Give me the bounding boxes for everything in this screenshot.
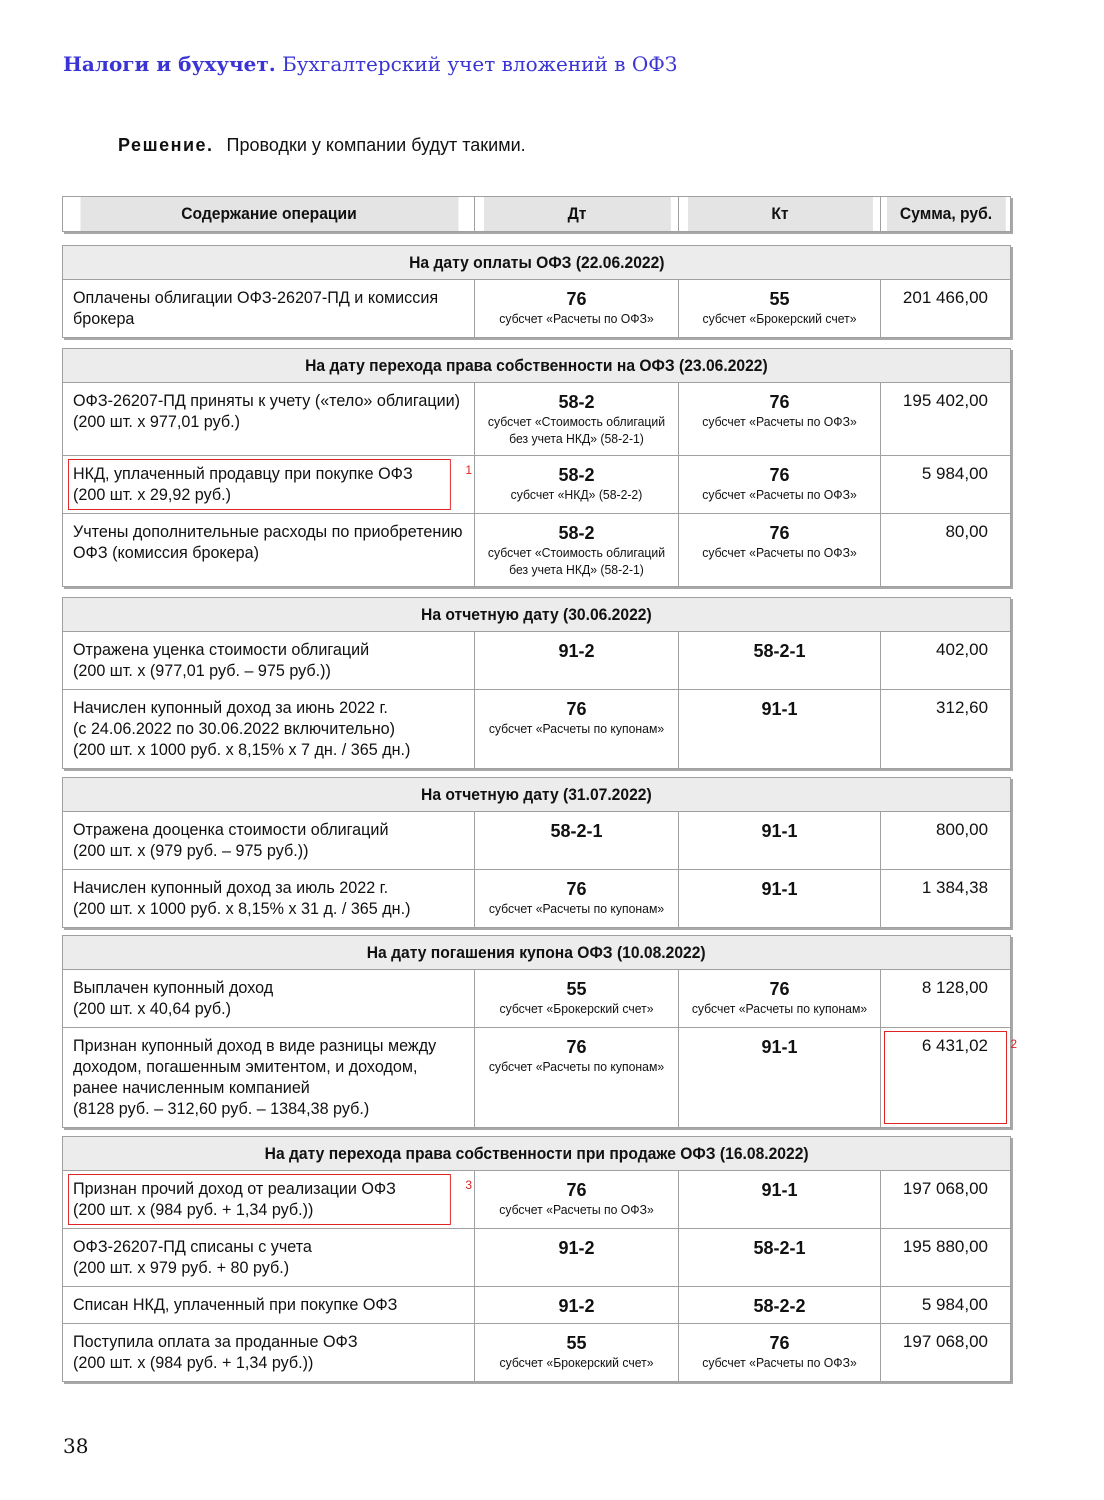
description-line: НКД, уплаченный продавцу при покупке ОФЗ [73,464,413,483]
description-line: Отражена дооценка стоимости облигаций [73,820,389,839]
description-line: Выплачен купонный доход [73,978,274,997]
credit-subaccount: субсчет «Расчеты по ОФЗ» [702,487,857,502]
amount [881,514,1011,587]
posting-row [63,812,1011,870]
debit-subaccount: субсчет «Стоимость облигаций [487,545,666,560]
credit-account-number: 91-1 [761,1037,798,1057]
description-line: Поступила оплата за проданные ОФЗ [73,1332,358,1351]
section-title-text: На дату погашения купона ОФЗ (10.08.2022) [367,942,706,962]
amount [881,870,1011,928]
amount-value: 197 068,00 [902,1332,989,1351]
description-line: (200 шт. х 977,01 руб.) [73,412,240,431]
debit-subaccount: субсчет «Расчеты по купонам» [488,721,665,736]
debit-account [475,632,679,690]
posting-row [63,280,1011,338]
section-title-text: На отчетную дату (30.06.2022) [421,604,652,624]
debit-subaccount: субсчет «Брокерский счет» [499,1355,654,1370]
debit-subaccount: субсчет «Расчеты по купонам» [488,901,665,916]
credit-account-number: 58-2-2 [753,1296,806,1316]
credit-account-number: 58-2-1 [753,1238,806,1258]
credit-account-number: 55 [769,289,790,309]
credit-subaccount: субсчет «Расчеты по купонам» [691,1001,868,1016]
description-line: (200 шт. х 1000 руб. х 8,15% х 7 дн. / 365 дн.) [73,740,411,759]
column-header-row [63,197,1011,232]
debit-account [475,1287,679,1324]
credit-account [679,812,881,870]
debit-subaccount: без учета НКД» (58-2-1) [509,431,644,446]
credit-account [679,383,881,456]
description-line: (200 шт. х 40,64 руб.) [73,999,231,1018]
credit-subaccount: субсчет «Расчеты по ОФЗ» [702,1355,857,1370]
amount-value: 312,60 [936,698,989,717]
debit-subaccount: субсчет «Расчеты по ОФЗ» [499,311,654,326]
amount [881,280,1011,338]
debit-account [475,1229,679,1287]
debit-subaccount: субсчет «НКД» (58-2-2) [510,487,643,502]
debit-account [475,383,679,456]
amount [881,970,1011,1028]
description-line: доходом, погашенным эмитентом, и доходом, [73,1057,418,1076]
amount [881,812,1011,870]
amount-value: 197 068,00 [902,1179,989,1198]
section-title-row [63,1137,1011,1171]
debit-account [475,1171,679,1229]
amount [881,1324,1011,1382]
debit-account-number: 91-2 [558,1296,595,1316]
operation-description [63,690,475,769]
section-title-row [63,349,1011,383]
credit-account [679,690,881,769]
section-title-text: На дату перехода права собственности при продаже ОФЗ (16.08.2022) [264,1143,809,1163]
credit-subaccount: субсчет «Брокерский счет» [702,311,857,326]
operation-description [63,632,475,690]
amount [881,1287,1011,1324]
debit-account-number: 76 [566,699,587,719]
section-title [63,1137,1011,1171]
debit-account-number: 58-2 [558,392,595,412]
credit-account-number: 76 [769,1333,790,1353]
posting-row [63,1324,1011,1382]
posting-row [63,1028,1011,1128]
debit-account [475,812,679,870]
description-line: (200 шт. х (979 руб. – 975 руб.)) [73,841,309,860]
amount [881,456,1011,514]
debit-account-number: 76 [566,1037,587,1057]
amount-value: 8 128,00 [921,978,988,997]
description-line: (200 шт. х 979 руб. + 80 руб.) [73,1258,290,1277]
posting-row [63,690,1011,769]
solution-text: Проводки у компании будут такими. [226,135,526,155]
operation-description [63,870,475,928]
credit-account-number: 91-1 [761,821,798,841]
section-title-row [63,598,1011,632]
col-header-amount: Сумма, руб. [886,197,1006,232]
posting-row [63,970,1011,1028]
description-line: (8128 руб. – 312,60 руб. – 1384,38 руб.) [73,1099,370,1118]
description-line: Оплачены облигации ОФЗ-26207-ПД и комиссия [73,288,439,307]
running-header [63,52,677,76]
section-title [63,246,1011,280]
section-title [63,936,1011,970]
debit-account-number: 76 [566,289,587,309]
amount [881,632,1011,690]
amount-value: 5 984,00 [921,464,989,483]
col-header-credit: Кт [687,197,873,232]
description-line: Списан НКД, уплаченный при покупке ОФЗ [73,1295,398,1314]
annotation-number: 1 [465,463,472,477]
section-title [63,598,1011,632]
operation-description [63,1287,475,1324]
description-line: Отражена уценка стоимости облигаций [73,640,370,659]
credit-account-number: 91-1 [761,879,798,899]
section-title-text: На дату оплаты ОФЗ (22.06.2022) [408,252,665,272]
description-line: (200 шт. х 1000 руб. х 8,15% х 31 д. / 365 дн.) [73,899,411,918]
description-line: брокера [73,309,135,328]
amount-value: 195 880,00 [902,1237,989,1256]
credit-account-number: 76 [769,979,790,999]
credit-subaccount: субсчет «Расчеты по ОФЗ» [702,414,857,429]
operation-description [63,1171,475,1229]
credit-account [679,632,881,690]
debit-account-number: 55 [566,979,587,999]
section-title-text: На дату перехода права собственности на ОФЗ (23.06.2022) [305,355,768,375]
description-line: ранее начисленным компанией [73,1078,310,1097]
credit-account [679,1324,881,1382]
credit-account [679,1229,881,1287]
amount [881,1171,1011,1229]
solution-label: Решение. [118,135,214,155]
credit-account [679,514,881,587]
amount-value: 1 384,38 [921,878,989,897]
amount-value: 195 402,00 [902,391,989,410]
description-line: (200 шт. х (977,01 руб. – 975 руб.)) [73,661,331,680]
section-title [63,778,1011,812]
credit-account [679,1287,881,1324]
posting-row [63,383,1011,456]
annotation-number: 3 [465,1178,472,1192]
description-line: Начислен купонный доход за июнь 2022 г. [73,698,388,717]
operation-description [63,383,475,456]
operation-description [63,812,475,870]
credit-account [679,970,881,1028]
amount-value: 800,00 [936,820,989,839]
debit-account [475,870,679,928]
operation-description [63,970,475,1028]
debit-account [475,280,679,338]
amount [881,1229,1011,1287]
credit-subaccount: субсчет «Расчеты по ОФЗ» [702,545,857,560]
debit-subaccount: без учета НКД» (58-2-1) [509,562,644,577]
section-title-row [63,246,1011,280]
annotation-number: 2 [1010,1037,1017,1051]
amount-value: 6 431,02 [921,1036,988,1055]
debit-account-number: 91-2 [558,641,595,661]
credit-account-number: 76 [769,523,790,543]
credit-account-number: 91-1 [761,1180,798,1200]
description-line: Признан купонный доход в виде разницы между [73,1036,437,1055]
solution-line [118,135,526,156]
section-title-text: На отчетную дату (31.07.2022) [421,784,652,804]
operation-description [63,1229,475,1287]
debit-account-number: 76 [566,1180,587,1200]
amount [881,383,1011,456]
credit-account-number: 76 [769,465,790,485]
posting-row [63,1229,1011,1287]
amount [881,1028,1017,1128]
posting-row [63,870,1011,928]
section-title-row [63,936,1011,970]
section-title-row [63,778,1011,812]
header-title: Бухгалтерский учет вложений в ОФЗ [282,52,678,76]
header-section: Налоги и бухучет. [63,52,276,76]
debit-account-number: 76 [566,879,587,899]
description-line: (200 шт. х 29,92 руб.) [73,485,231,504]
description-line: Учтены дополнительные расходы по приобретению [73,522,463,541]
debit-account [475,514,679,587]
description-line: (с 24.06.2022 по 30.06.2022 включительно) [73,719,396,738]
amount [881,690,1011,769]
col-header-debit: Дт [483,197,671,232]
amount-value: 201 466,00 [902,288,988,307]
operation-description [63,1324,475,1382]
amount-value: 5 984,00 [921,1295,989,1314]
credit-account-number: 91-1 [761,699,798,719]
amount-value: 402,00 [936,640,989,659]
debit-account [475,690,679,769]
description-line: ОФЗ-26207-ПД приняты к учету («тело» облигации) [73,391,461,410]
debit-subaccount: субсчет «Стоимость облигаций [487,414,666,429]
credit-account [679,870,881,928]
description-line: ОФЗ (комиссия брокера) [73,543,260,562]
credit-account [679,280,881,338]
section-title [63,349,1011,383]
credit-account [679,456,881,514]
debit-account [475,456,679,514]
description-line: Начислен купонный доход за июль 2022 г. [73,878,389,897]
debit-account-number: 91-2 [558,1238,595,1258]
section-table [62,935,1017,1128]
credit-account-number: 76 [769,392,790,412]
col-header-operation: Содержание операции [79,197,458,232]
debit-account [475,1028,679,1128]
credit-account-number: 58-2-1 [753,641,806,661]
page-number: 38 [63,1434,89,1458]
debit-account-number: 55 [566,1333,587,1353]
debit-account [475,970,679,1028]
credit-account [679,1028,881,1128]
posting-row [63,1287,1011,1324]
description-line: (200 шт. х (984 руб. + 1,34 руб.)) [73,1353,314,1372]
section-table [62,777,1011,928]
debit-account [475,1324,679,1382]
posting-row [63,1171,1011,1229]
debit-account-number: 58-2 [558,523,595,543]
debit-account-number: 58-2-1 [550,821,603,841]
description-line: (200 шт. х (984 руб. + 1,34 руб.)) [73,1200,314,1219]
description-line: ОФЗ-26207-ПД списаны с учета [73,1237,312,1256]
amount-value: 80,00 [945,522,989,541]
posting-row [63,632,1011,690]
operation-description [63,514,475,587]
section-table [62,245,1011,338]
section-table [62,348,1011,587]
posting-row [63,514,1011,587]
debit-subaccount: субсчет «Брокерский счет» [499,1001,654,1016]
section-table [62,1136,1011,1382]
debit-subaccount: субсчет «Расчеты по ОФЗ» [499,1202,654,1217]
debit-subaccount: субсчет «Расчеты по купонам» [488,1059,665,1074]
operation-description [63,1028,475,1128]
posting-row [63,456,1011,514]
column-header-table [62,196,1011,232]
operation-description [63,456,475,514]
credit-account [679,1171,881,1229]
description-line: Признан прочий доход от реализации ОФЗ [73,1179,396,1198]
operation-description [63,280,475,338]
debit-account-number: 58-2 [558,465,595,485]
section-table [62,597,1011,769]
